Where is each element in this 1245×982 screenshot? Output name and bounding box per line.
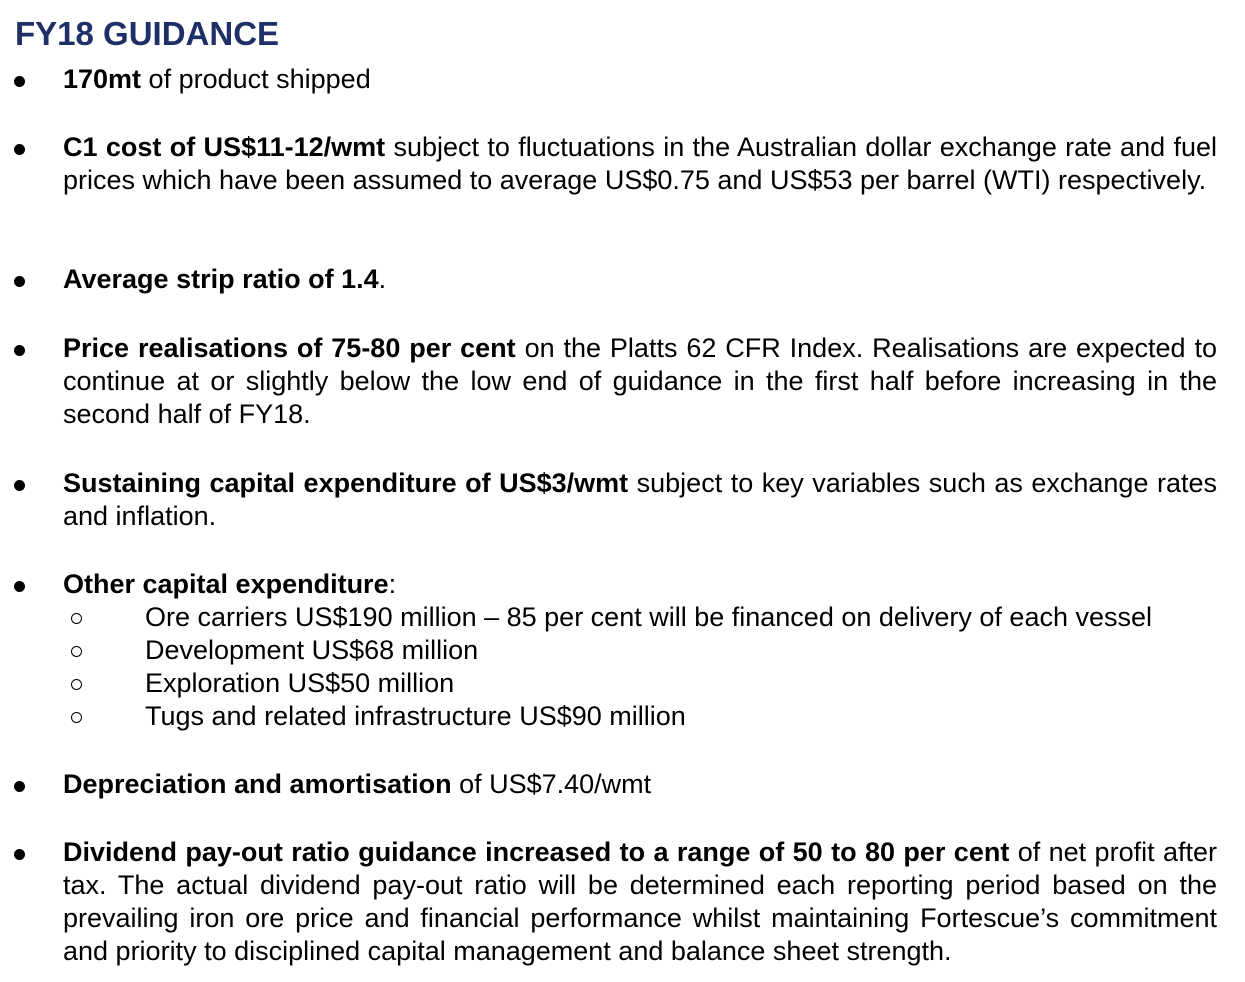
bullet-bold-text: Depreciation and amortisation (63, 769, 452, 799)
sub-list-item (0, 667, 1245, 700)
page-title: FY18 GUIDANCE (15, 15, 280, 52)
hollow-bullet-icon (71, 712, 82, 723)
bullet-body-text: subject to key variables such as exchange rates and inflation. (63, 468, 1217, 531)
bullet-icon (14, 480, 25, 491)
bullet-body-text: . (378, 264, 387, 294)
bullet-body-text: of US$7.40/wmt (451, 769, 652, 799)
bullet-body-text: : (388, 569, 397, 599)
bullet-body-text: on the Platts 62 CFR Index. Realisations are expected to continue at or slightly below the low end of guidance in the first half before increasing in the second half of FY18. (63, 333, 1217, 429)
hollow-bullet-icon (71, 646, 82, 657)
bullet-body-text: of net profit after tax. The actual dividend pay-out ratio will be determined each reporting period based on the prevailing iron ore price and financial performance whilst maintaining Fortescue’s commitment and priority to disciplined capital management and balance sheet strength. (63, 837, 1218, 966)
hollow-bullet-icon (71, 613, 82, 624)
bullet-icon (14, 849, 25, 860)
bullet-text (63, 836, 1217, 968)
bullet-icon (14, 581, 25, 592)
hollow-bullet-icon (71, 679, 82, 690)
bullet-text (63, 332, 1217, 431)
bullet-icon (14, 276, 25, 287)
sub-list-item (0, 634, 1245, 667)
bullet-text (63, 63, 1217, 96)
bullet-bold-text: Dividend pay-out ratio guidance increased to a range of 50 to 80 per cent (63, 837, 1010, 867)
sub-list-item (0, 700, 1245, 733)
bullet-body-text: subject to fluctuations in the Australian dollar exchange rate and fuel prices which have been assumed to average US$0.75 and US$53 per barrel (WTI) respectively. (63, 132, 1217, 195)
sub-list-text: Exploration US$50 million (145, 668, 455, 698)
bullet-text (63, 263, 1217, 296)
bullet-bold-text: Average strip ratio of 1.4 (63, 264, 379, 294)
sub-list-text: Development US$68 million (145, 635, 479, 665)
bullet-icon (14, 345, 25, 356)
bullet-icon (14, 781, 25, 792)
bullet-bold-text: Price realisations of 75-80 per cent (63, 333, 516, 363)
sub-list-text: Tugs and related infrastructure US$90 million (145, 701, 686, 731)
bullet-bold-text: Other capital expenditure (63, 569, 389, 599)
bullet-bold-text: Sustaining capital expenditure of US$3/wmt (63, 468, 629, 498)
bullet-text (63, 768, 1217, 801)
bullet-text (63, 467, 1217, 533)
sub-list-text: Ore carriers US$190 million – 85 per cent will be financed on delivery of each vessel (145, 602, 1153, 632)
bullet-text (63, 568, 1217, 601)
sub-list-item (0, 601, 1245, 634)
bullet-icon (14, 144, 25, 155)
bullet-text (63, 131, 1217, 197)
bullet-bold-text: 170mt (63, 64, 142, 94)
bullet-body-text: of product shipped (141, 64, 371, 94)
bullet-bold-text: C1 cost of US$11-12/wmt (63, 132, 386, 162)
bullet-icon (14, 76, 25, 87)
